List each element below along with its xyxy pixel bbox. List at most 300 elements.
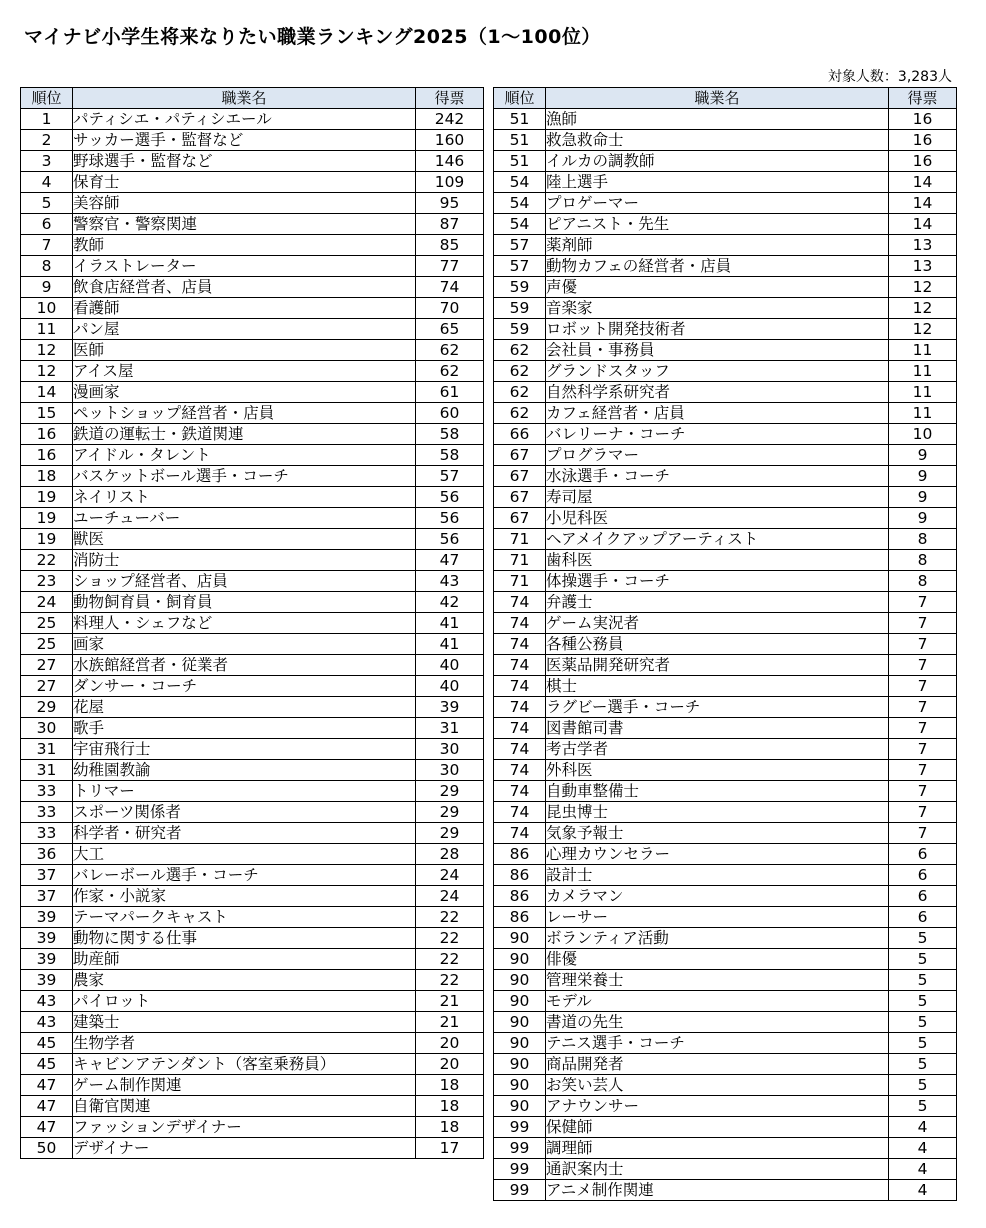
table-row	[21, 634, 484, 655]
subject-count: 対象人数：3,283人	[827, 69, 952, 85]
rank-cell: 9	[21, 277, 73, 298]
name-cell: 漫画家	[73, 382, 416, 403]
table-row	[494, 928, 957, 949]
rank-cell: 74	[494, 718, 546, 739]
name-cell: キャビンアテンダント（客室乗務員）	[73, 1054, 416, 1075]
score-cell: 7	[889, 781, 957, 802]
name-cell: 調理師	[546, 1138, 889, 1159]
rank-cell: 90	[494, 1054, 546, 1075]
name-cell: 声優	[546, 277, 889, 298]
table-row	[21, 1117, 484, 1138]
score-cell: 12	[889, 319, 957, 340]
table-row	[21, 151, 484, 172]
name-cell: モデル	[546, 991, 889, 1012]
rank-cell: 11	[21, 319, 73, 340]
rank-cell: 31	[21, 760, 73, 781]
table-row	[21, 298, 484, 319]
name-cell: 画家	[73, 634, 416, 655]
header-job: 職業名	[73, 88, 416, 109]
table-row	[21, 466, 484, 487]
ranking-table-right	[493, 87, 957, 1201]
table-row	[21, 424, 484, 445]
table-row	[494, 340, 957, 361]
name-cell: テーマパークキャスト	[73, 907, 416, 928]
name-cell: 管理栄養士	[546, 970, 889, 991]
table-row	[494, 235, 957, 256]
rank-cell: 14	[21, 382, 73, 403]
score-cell: 5	[889, 970, 957, 991]
score-cell: 17	[416, 1138, 484, 1159]
score-cell: 5	[889, 1033, 957, 1054]
table-row	[494, 1033, 957, 1054]
table-row	[494, 361, 957, 382]
table-row	[494, 193, 957, 214]
table-row	[21, 886, 484, 907]
table-row	[494, 949, 957, 970]
score-cell: 160	[416, 130, 484, 151]
rank-cell: 8	[21, 256, 73, 277]
rank-cell: 10	[21, 298, 73, 319]
score-cell: 20	[416, 1054, 484, 1075]
name-cell: 教師	[73, 235, 416, 256]
table-row	[21, 277, 484, 298]
table-row	[21, 655, 484, 676]
table-row	[21, 781, 484, 802]
table-row	[494, 613, 957, 634]
rank-cell: 99	[494, 1159, 546, 1180]
name-cell: 商品開発者	[546, 1054, 889, 1075]
rank-cell: 71	[494, 529, 546, 550]
table-row	[21, 592, 484, 613]
table-row	[21, 907, 484, 928]
table-row	[21, 340, 484, 361]
rank-cell: 62	[494, 340, 546, 361]
rank-cell: 33	[21, 823, 73, 844]
name-cell: プログラマー	[546, 445, 889, 466]
rank-cell: 39	[21, 907, 73, 928]
name-cell: 棋士	[546, 676, 889, 697]
rank-cell: 67	[494, 445, 546, 466]
table-row	[494, 1138, 957, 1159]
table-row	[21, 214, 484, 235]
score-cell: 4	[889, 1138, 957, 1159]
name-cell: デザイナー	[73, 1138, 416, 1159]
name-cell: 建築士	[73, 1012, 416, 1033]
name-cell: ラグビー選手・コーチ	[546, 697, 889, 718]
score-cell: 9	[889, 487, 957, 508]
rank-cell: 74	[494, 613, 546, 634]
table-row	[21, 109, 484, 130]
rank-cell: 2	[21, 130, 73, 151]
name-cell: ユーチューバー	[73, 508, 416, 529]
score-cell: 56	[416, 508, 484, 529]
score-cell: 22	[416, 928, 484, 949]
score-cell: 7	[889, 697, 957, 718]
rank-cell: 47	[21, 1075, 73, 1096]
table-row	[494, 865, 957, 886]
score-cell: 7	[889, 634, 957, 655]
name-cell: サッカー選手・監督など	[73, 130, 416, 151]
rank-cell: 74	[494, 634, 546, 655]
rank-cell: 4	[21, 172, 73, 193]
score-cell: 12	[889, 298, 957, 319]
rank-cell: 36	[21, 844, 73, 865]
table-row	[21, 676, 484, 697]
name-cell: 薬剤師	[546, 235, 889, 256]
score-cell: 62	[416, 361, 484, 382]
name-cell: 考古学者	[546, 739, 889, 760]
score-cell: 242	[416, 109, 484, 130]
score-cell: 58	[416, 424, 484, 445]
score-cell: 9	[889, 466, 957, 487]
score-cell: 8	[889, 571, 957, 592]
score-cell: 10	[889, 424, 957, 445]
score-cell: 39	[416, 697, 484, 718]
table-row	[494, 1180, 957, 1201]
name-cell: 自動車整備士	[546, 781, 889, 802]
table-row	[21, 1012, 484, 1033]
score-cell: 5	[889, 991, 957, 1012]
table-row	[494, 109, 957, 130]
table-row	[21, 949, 484, 970]
table-row	[21, 508, 484, 529]
rank-cell: 90	[494, 928, 546, 949]
score-cell: 12	[889, 277, 957, 298]
score-cell: 40	[416, 676, 484, 697]
score-cell: 146	[416, 151, 484, 172]
rank-cell: 33	[21, 781, 73, 802]
table-row	[494, 739, 957, 760]
rank-cell: 74	[494, 676, 546, 697]
score-cell: 6	[889, 865, 957, 886]
score-cell: 8	[889, 529, 957, 550]
table-row	[494, 172, 957, 193]
name-cell: 飲食店経営者、店員	[73, 277, 416, 298]
rank-cell: 39	[21, 928, 73, 949]
score-cell: 18	[416, 1096, 484, 1117]
name-cell: パイロット	[73, 991, 416, 1012]
table-row	[494, 277, 957, 298]
name-cell: 気象予報士	[546, 823, 889, 844]
name-cell: ロボット開発技術者	[546, 319, 889, 340]
table-row	[494, 151, 957, 172]
rank-cell: 1	[21, 109, 73, 130]
table-row	[494, 655, 957, 676]
table-row	[21, 1138, 484, 1159]
score-cell: 11	[889, 340, 957, 361]
table-row	[494, 1012, 957, 1033]
score-cell: 42	[416, 592, 484, 613]
name-cell: 水族館経営者・従業者	[73, 655, 416, 676]
name-cell: 会社員・事務員	[546, 340, 889, 361]
score-cell: 24	[416, 886, 484, 907]
rank-cell: 12	[21, 361, 73, 382]
rank-cell: 74	[494, 655, 546, 676]
rank-cell: 59	[494, 298, 546, 319]
score-cell: 11	[889, 361, 957, 382]
name-cell: パン屋	[73, 319, 416, 340]
score-cell: 7	[889, 655, 957, 676]
score-cell: 47	[416, 550, 484, 571]
table-row	[494, 1159, 957, 1180]
table-row	[494, 571, 957, 592]
rank-cell: 39	[21, 970, 73, 991]
table-row	[494, 382, 957, 403]
table-row	[21, 571, 484, 592]
name-cell: ファッションデザイナー	[73, 1117, 416, 1138]
table-row	[494, 697, 957, 718]
score-cell: 13	[889, 256, 957, 277]
score-cell: 74	[416, 277, 484, 298]
score-cell: 14	[889, 214, 957, 235]
table-row	[21, 445, 484, 466]
rank-cell: 71	[494, 571, 546, 592]
table-row	[21, 844, 484, 865]
rank-cell: 90	[494, 1012, 546, 1033]
table-row	[21, 760, 484, 781]
score-cell: 109	[416, 172, 484, 193]
rank-cell: 74	[494, 697, 546, 718]
score-cell: 95	[416, 193, 484, 214]
name-cell: 看護師	[73, 298, 416, 319]
score-cell: 22	[416, 970, 484, 991]
name-cell: 陸上選手	[546, 172, 889, 193]
name-cell: 自衛官関連	[73, 1096, 416, 1117]
rank-cell: 90	[494, 1096, 546, 1117]
rank-cell: 51	[494, 151, 546, 172]
table-row	[21, 130, 484, 151]
rank-cell: 74	[494, 760, 546, 781]
table-row	[21, 1054, 484, 1075]
table-row	[494, 907, 957, 928]
score-cell: 41	[416, 613, 484, 634]
rank-cell: 57	[494, 256, 546, 277]
table-row	[21, 613, 484, 634]
table-row	[21, 1096, 484, 1117]
table-row	[21, 739, 484, 760]
table-row	[494, 802, 957, 823]
header-job: 職業名	[546, 88, 889, 109]
ranking-table-left	[20, 87, 484, 1159]
rank-cell: 54	[494, 172, 546, 193]
rank-cell: 45	[21, 1033, 73, 1054]
name-cell: 野球選手・監督など	[73, 151, 416, 172]
score-cell: 7	[889, 823, 957, 844]
score-cell: 14	[889, 172, 957, 193]
table-header-row	[21, 88, 484, 109]
name-cell: 心理カウンセラー	[546, 844, 889, 865]
score-cell: 31	[416, 718, 484, 739]
name-cell: 設計士	[546, 865, 889, 886]
rank-cell: 67	[494, 508, 546, 529]
name-cell: ショップ経営者、店員	[73, 571, 416, 592]
table-row	[21, 382, 484, 403]
rank-cell: 90	[494, 970, 546, 991]
table-row	[494, 592, 957, 613]
table-row	[21, 361, 484, 382]
name-cell: 小児科医	[546, 508, 889, 529]
rank-cell: 59	[494, 277, 546, 298]
score-cell: 20	[416, 1033, 484, 1054]
score-cell: 21	[416, 991, 484, 1012]
rank-cell: 74	[494, 802, 546, 823]
name-cell: スポーツ関係者	[73, 802, 416, 823]
name-cell: 水泳選手・コーチ	[546, 466, 889, 487]
name-cell: カメラマン	[546, 886, 889, 907]
score-cell: 43	[416, 571, 484, 592]
rank-cell: 24	[21, 592, 73, 613]
table-row	[21, 193, 484, 214]
score-cell: 65	[416, 319, 484, 340]
rank-cell: 16	[21, 445, 73, 466]
table-row	[21, 970, 484, 991]
name-cell: ヘアメイクアップアーティスト	[546, 529, 889, 550]
score-cell: 5	[889, 928, 957, 949]
name-cell: 消防士	[73, 550, 416, 571]
rank-cell: 25	[21, 634, 73, 655]
rank-cell: 27	[21, 676, 73, 697]
name-cell: 大工	[73, 844, 416, 865]
score-cell: 30	[416, 760, 484, 781]
table-row	[21, 823, 484, 844]
score-cell: 41	[416, 634, 484, 655]
rank-cell: 62	[494, 361, 546, 382]
table-row	[21, 718, 484, 739]
score-cell: 87	[416, 214, 484, 235]
score-cell: 16	[889, 151, 957, 172]
name-cell: 幼稚園教諭	[73, 760, 416, 781]
rank-cell: 23	[21, 571, 73, 592]
table-row	[494, 487, 957, 508]
table-row	[494, 466, 957, 487]
table-row	[494, 1054, 957, 1075]
name-cell: パティシエ・パティシエール	[73, 109, 416, 130]
table-row	[21, 991, 484, 1012]
table-row	[494, 844, 957, 865]
score-cell: 22	[416, 907, 484, 928]
name-cell: 自然科学系研究者	[546, 382, 889, 403]
rank-cell: 19	[21, 487, 73, 508]
score-cell: 56	[416, 487, 484, 508]
score-cell: 5	[889, 1054, 957, 1075]
name-cell: 美容師	[73, 193, 416, 214]
rank-cell: 51	[494, 109, 546, 130]
score-cell: 6	[889, 886, 957, 907]
table-header-row	[494, 88, 957, 109]
name-cell: ゲーム実況者	[546, 613, 889, 634]
name-cell: 動物に関する仕事	[73, 928, 416, 949]
score-cell: 28	[416, 844, 484, 865]
page-title: マイナビ小学生将来なりたい職業ランキング2025（1～100位）	[24, 26, 601, 48]
rank-cell: 62	[494, 403, 546, 424]
rank-cell: 3	[21, 151, 73, 172]
rank-cell: 54	[494, 214, 546, 235]
rank-cell: 18	[21, 466, 73, 487]
name-cell: 科学者・研究者	[73, 823, 416, 844]
name-cell: バスケットボール選手・コーチ	[73, 466, 416, 487]
name-cell: 動物飼育員・飼育員	[73, 592, 416, 613]
name-cell: アニメ制作関連	[546, 1180, 889, 1201]
rank-cell: 86	[494, 907, 546, 928]
score-cell: 7	[889, 760, 957, 781]
score-cell: 9	[889, 508, 957, 529]
name-cell: 動物カフェの経営者・店員	[546, 256, 889, 277]
rank-cell: 86	[494, 844, 546, 865]
score-cell: 8	[889, 550, 957, 571]
table-row	[21, 697, 484, 718]
score-cell: 6	[889, 907, 957, 928]
table-row	[494, 886, 957, 907]
table-row	[494, 298, 957, 319]
table-row	[21, 403, 484, 424]
table-row	[21, 172, 484, 193]
name-cell: 農家	[73, 970, 416, 991]
rank-cell: 74	[494, 823, 546, 844]
table-row	[21, 1033, 484, 1054]
score-cell: 13	[889, 235, 957, 256]
rank-cell: 54	[494, 193, 546, 214]
table-row	[21, 256, 484, 277]
name-cell: グランドスタッフ	[546, 361, 889, 382]
name-cell: レーサー	[546, 907, 889, 928]
rank-cell: 47	[21, 1096, 73, 1117]
rank-cell: 37	[21, 886, 73, 907]
rank-cell: 27	[21, 655, 73, 676]
name-cell: 外科医	[546, 760, 889, 781]
score-cell: 40	[416, 655, 484, 676]
name-cell: 助産師	[73, 949, 416, 970]
rank-cell: 12	[21, 340, 73, 361]
name-cell: 警察官・警察関連	[73, 214, 416, 235]
name-cell: ピアニスト・先生	[546, 214, 889, 235]
name-cell: 各種公務員	[546, 634, 889, 655]
name-cell: 図書館司書	[546, 718, 889, 739]
score-cell: 85	[416, 235, 484, 256]
name-cell: ネイリスト	[73, 487, 416, 508]
rank-cell: 47	[21, 1117, 73, 1138]
score-cell: 11	[889, 382, 957, 403]
rank-cell: 19	[21, 529, 73, 550]
name-cell: 寿司屋	[546, 487, 889, 508]
header-rank: 順位	[21, 88, 73, 109]
name-cell: ボランティア活動	[546, 928, 889, 949]
name-cell: プロゲーマー	[546, 193, 889, 214]
table-row	[494, 970, 957, 991]
rank-cell: 5	[21, 193, 73, 214]
table-row	[494, 130, 957, 151]
name-cell: ダンサー・コーチ	[73, 676, 416, 697]
table-row	[21, 529, 484, 550]
table-row	[21, 319, 484, 340]
score-cell: 62	[416, 340, 484, 361]
rank-cell: 99	[494, 1138, 546, 1159]
table-row	[494, 1075, 957, 1096]
score-cell: 29	[416, 802, 484, 823]
name-cell: ペットショップ経営者・店員	[73, 403, 416, 424]
rank-cell: 62	[494, 382, 546, 403]
table-row	[21, 487, 484, 508]
score-cell: 14	[889, 193, 957, 214]
table-row	[21, 235, 484, 256]
rank-cell: 86	[494, 865, 546, 886]
score-cell: 21	[416, 1012, 484, 1033]
table-row	[21, 1075, 484, 1096]
name-cell: テニス選手・コーチ	[546, 1033, 889, 1054]
score-cell: 5	[889, 1075, 957, 1096]
rank-cell: 16	[21, 424, 73, 445]
score-cell: 61	[416, 382, 484, 403]
score-cell: 18	[416, 1117, 484, 1138]
